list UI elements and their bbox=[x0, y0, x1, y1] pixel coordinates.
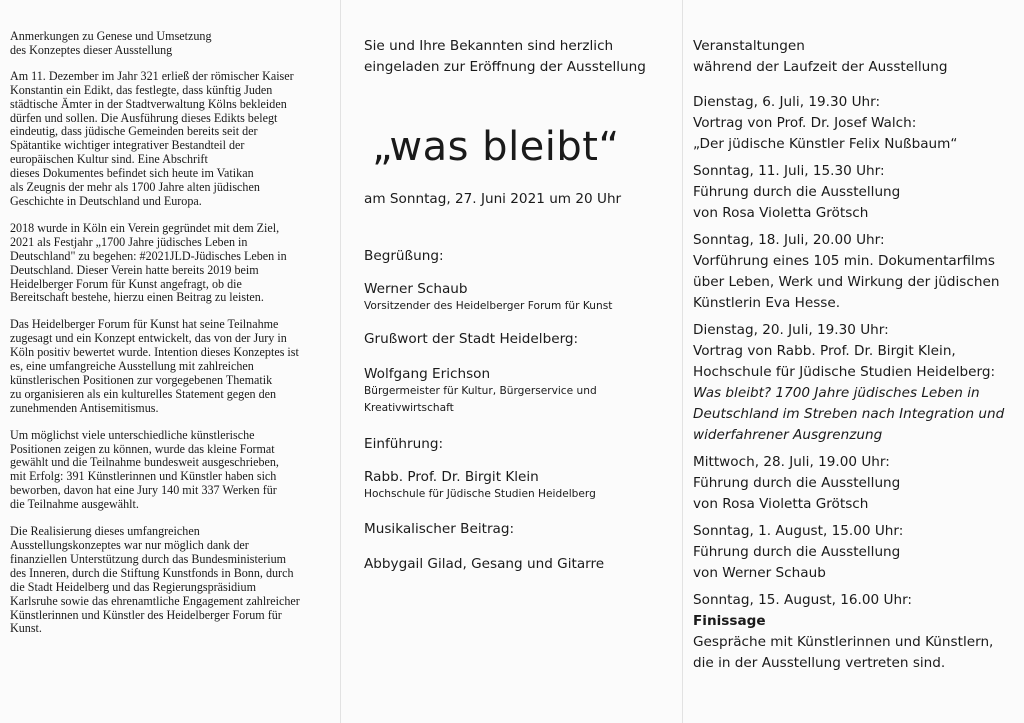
event-date: Sonntag, 18. Juli, 20.00 Uhr: bbox=[693, 232, 885, 248]
event-date: Sonntag, 11. Juli, 15.30 Uhr: bbox=[693, 163, 885, 179]
lecture-title: Was bleibt? 1700 Jahre jüdisches Leben in bbox=[693, 385, 980, 401]
exhibition-title: „was bleibt“ bbox=[372, 124, 620, 170]
opening-date: am Sonntag, 27. Juni 2021 um 20 Uhr bbox=[364, 191, 622, 207]
right-panel-events bbox=[682, 0, 1024, 723]
city-greeting-heading: Grußwort der Stadt Heidelberg: bbox=[364, 331, 579, 347]
city-speaker-role: Bürgermeister für Kultur, Bürgerservice und Kreativwirtschaft bbox=[364, 385, 597, 414]
event-item: Sonntag, 15. August, 16.00 Uhr: Finissage Gespräche mit Künstlerinnen und Künstlern, die in der Ausstellung vertreten sind. bbox=[693, 590, 1018, 674]
city-speaker-name: Wolfgang Erichson bbox=[364, 366, 491, 382]
greeting-heading: Begrüßung: bbox=[364, 248, 444, 264]
notes-paragraph-concept: Das Heidelberger Forum für Kunst hat seine Teilnahme zugesagt und ein Konzept entwickelt, das von der Jury in Köln positiv bewertet wurde. Intention dieses Konzeptes ist es, eine umfangreiche Ausstellung mit zahlreichen künstlerischen Positionen zur vorgegebenen Thematik zu organisieren als ein kulturelles Statement gegen den zunehmenden Antisemitismus. bbox=[10, 317, 299, 415]
introduction-speaker-name: Rabb. Prof. Dr. Birgit Klein bbox=[364, 469, 539, 485]
finissage-label: Finissage bbox=[693, 613, 766, 629]
event-item: Sonntag, 18. Juli, 20.00 Uhr: Vorführung eines 105 min. Dokumentarfilms über Leben, Werk und Wirkung der jüdischen Künstlerin Eva Hesse. bbox=[693, 230, 1018, 314]
event-item: Sonntag, 11. Juli, 15.30 Uhr: Führung durch die Ausstellung von Rosa Violetta Grötsch bbox=[693, 161, 1018, 224]
greeting-speaker-name: Werner Schaub bbox=[364, 281, 468, 297]
notes-paragraph-edict: Am 11. Dezember im Jahr 321 erließ der römischer Kaiser Konstantin ein Edikt, das festlegte, dass künftig Juden städtische Ämter in der Stadtverwaltung Kölns bekleiden dürfen und sollen. Die Ausführung dieses Edikts belegt eindeutig, dass jüdische Gemeinden bereits seit der Spätantike wichtiger integrativer Bestandteil der europäischen Kultur sind. Eine Abschrift dieses Dokumentes befindet sich heute im Vatikan als Zeugnis der mehr als 1700 Jahre alten jüdischen Geschichte in Deutschland und Europa. bbox=[10, 68, 294, 208]
event-item: Mittwoch, 28. Juli, 19.00 Uhr: Führung durch die Ausstellung von Rosa Violetta Grötsch bbox=[693, 452, 1018, 515]
introduction-heading: Einführung: bbox=[364, 436, 444, 452]
event-date: Sonntag, 1. August, 15.00 Uhr: bbox=[693, 523, 904, 539]
event-date: Mittwoch, 28. Juli, 19.00 Uhr: bbox=[693, 454, 890, 470]
notes-title: Anmerkungen zu Genese und Umsetzung des Konzeptes dieser Ausstellung bbox=[10, 29, 212, 57]
event-date: Dienstag, 6. Juli, 19.30 Uhr: bbox=[693, 94, 881, 110]
event-item: Dienstag, 20. Juli, 19.30 Uhr: Vortrag von Rabb. Prof. Dr. Birgit Klein, Hochschule für Jüdische Studien Heidelberg: Was bleibt? 1700 Jahre jüdisches Leben in Deutschland im Streben nach Integration und widerfahrener Ausgrenzung bbox=[693, 320, 1018, 446]
event-item: Sonntag, 1. August, 15.00 Uhr: Führung durch die Ausstellung von Werner Schaub bbox=[693, 521, 1018, 584]
greeting-speaker-role: Vorsitzender des Heidelberger Forum für Kunst bbox=[364, 300, 613, 312]
music-performer: Abbygail Gilad, Gesang und Gitarre bbox=[364, 556, 605, 572]
invitation-text: Sie und Ihre Bekannten sind herzlich eingeladen zur Eröffnung der Ausstellung bbox=[364, 38, 646, 75]
notes-paragraph-selection: Um möglichst viele unterschiedliche künstlerische Positionen zeigen zu können, wurde das kleine Format gewählt und die Teilnahme bundesweit ausgeschrieben, mit Erfolg: 391 Künstlerinnen und Künstler haben sich beworben, davon hat eine Jury 140 mit 337 Werken für die Teilnahme ausgewählt. bbox=[10, 427, 279, 512]
middle-panel-invitation bbox=[340, 0, 682, 723]
left-panel-notes bbox=[0, 0, 340, 723]
events-header: Veranstaltungen während der Laufzeit der Ausstellung bbox=[693, 38, 948, 75]
notes-paragraph-association: 2018 wurde in Köln ein Verein gegründet mit dem Ziel, 2021 als Festjahr „1700 Jahre jüdisches Leben in Deutschland" zu begehen: #2021JLD-Jüdisches Leben in Deutschland. Dieser Verein hatte bereits 2019 beim Heidelberger Forum für Kunst angefragt, ob die Bereitschaft bestehe, hierzu einen Beitrag zu leisten. bbox=[10, 220, 287, 305]
event-item: Dienstag, 6. Juli, 19.30 Uhr: Vortrag von Prof. Dr. Josef Walch: „Der jüdische Künstler Felix Nußbaum“ bbox=[693, 92, 1018, 155]
event-date: Dienstag, 20. Juli, 19.30 Uhr: bbox=[693, 322, 889, 338]
introduction-speaker-role: Hochschule für Jüdische Studien Heidelberg bbox=[364, 488, 596, 500]
event-date: Sonntag, 15. August, 16.00 Uhr: bbox=[693, 592, 912, 608]
notes-paragraph-funding: Die Realisierung dieses umfangreichen Ausstellungskonzeptes war nur möglich dank der finanziellen Unterstützung durch das Bundesministerium des Inneren, durch die Stiftung Kunstfonds in Bonn, durch die Stadt Heidelberg und das Regierungspräsidium Karlsruhe sowie das ehrenamtliche Engagement zahlreicher Künstlerinnen und Künstler des Heidelberger Forum für Kunst. bbox=[10, 524, 300, 636]
music-heading: Musikalischer Beitrag: bbox=[364, 521, 515, 537]
